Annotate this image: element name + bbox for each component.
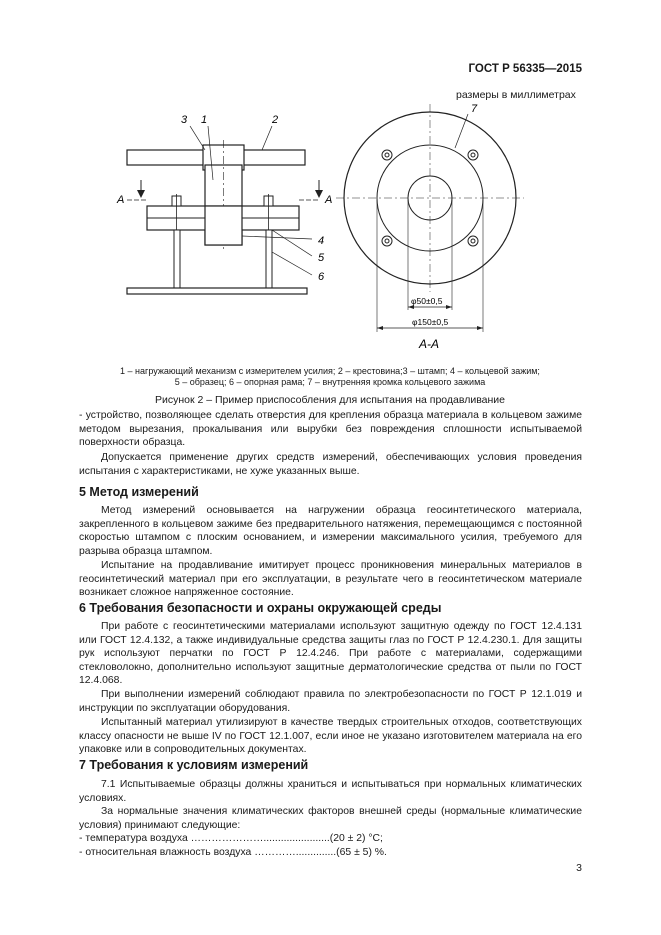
callout-6: 6 xyxy=(318,271,325,283)
callout-1: 1 xyxy=(201,114,208,126)
condition-temperature: - температура воздуха ………………….......................(20 ± 2) °С; xyxy=(79,833,383,844)
paragraph-alternatives: Допускается применение других средств измерений, обеспечивающих условия проведения испытания с характеристиками, не хуже указанных выше. xyxy=(79,452,582,477)
section-7-paragraph-2: За нормальные значения климатических факторов внешней среды (нормальные климатические условия) принимают следующие: xyxy=(79,806,582,831)
document-header: ГОСТ Р 56335—2015 xyxy=(468,63,582,75)
section-5-paragraph-2: Испытание на продавливание имитирует процесс проникновения минеральных материалов в геосинтетический материал при его эксплуатации, в результате чего в геосинтетическом материале возникает сложное напряженное состояние. xyxy=(79,560,582,599)
section-6-paragraph-3: Испытанный материал утилизируют в качестве твердых строительных отходов, соответствующих классу опасности не выше IV по ГОСТ 12.1.007, если иное не указано изготовителем материала на его упаковке или в сопроводительных документах. xyxy=(79,717,582,756)
section-label: А-А xyxy=(419,337,440,351)
section-7-paragraph-1: 7.1 Испытываемые образцы должны храниться и испытываться при нормальных климатических условиях. xyxy=(79,779,582,804)
section-7-title: 7 Требования к условиям измерений xyxy=(79,758,309,772)
support-frame-base xyxy=(127,288,307,294)
paragraph-device: - устройство, позволяющее сделать отверстия для крепления образца материала в кольцевом зажиме методом вырезания, прокалывания или вырубки без повреждения сплошности испытываемой поверхности образца. xyxy=(79,410,582,449)
figure-test-device xyxy=(0,0,661,360)
condition-humidity: - относительная влажность воздуха …………..............(65 ± 5) %. xyxy=(79,847,387,858)
page-number: 3 xyxy=(576,862,582,874)
section-6-title: 6 Требования безопасности и охраны окружающей среды xyxy=(79,601,442,615)
figure-caption: Рисунок 2 – Пример приспособления для испытания на продавливание xyxy=(154,394,506,406)
section-5-title: 5 Метод измерений xyxy=(79,485,199,499)
dim-inner-diameter: φ50±0,5 xyxy=(411,296,443,306)
callout-5: 5 xyxy=(318,252,325,264)
section-6-paragraph-2: При выполнении измерений соблюдают правила по электробезопасности по ГОСТ Р 12.1.019 и инструкции по эксплуатации оборудования. xyxy=(79,689,582,714)
section-mark-left: A xyxy=(117,194,125,206)
callout-3: 3 xyxy=(181,114,188,126)
callout-4: 4 xyxy=(318,235,325,247)
callout-2: 2 xyxy=(272,114,279,126)
section-6-paragraph-1: При работе с геосинтетическими материалами используют защитную одежду по ГОСТ 12.4.131 или ГОСТ 12.4.132, а также индивидуальные средства защиты глаз по ГОСТ Р 12.4.230.1. Для защиты рук используют перчатки по ГОСТ Р 12.4.246. При работе с материалами, содержащими стекловолокно, дополнительно используют защитные дерматологические средства от пыли по ГОСТ 12.4.068. xyxy=(79,621,582,687)
section-5-paragraph-1: Метод измерений основывается на нагружении образца геосинтетического материала, закрепленного в кольцевом зажиме без предварительного натяжения, перемещающимся с постоянной скоростью штампом с плоским основанием, и измерении максимального усилия, требуемого для разрыва образца штампом. xyxy=(79,505,582,557)
figure-legend-line-2: 5 – образец; 6 – опорная рама; 7 – внутренняя кромка кольцевого зажима xyxy=(174,377,486,387)
callout-7: 7 xyxy=(471,103,478,115)
dim-outer-diameter: φ150±0,5 xyxy=(412,317,449,327)
figure-legend-line-1: 1 – нагружающий механизм с измерителем усилия; 2 – крестовина;3 – штамп; 4 – кольцевой зажим; xyxy=(120,366,540,376)
section-mark-right: A xyxy=(325,194,333,206)
units-note: размеры в миллиметрах xyxy=(456,89,576,101)
